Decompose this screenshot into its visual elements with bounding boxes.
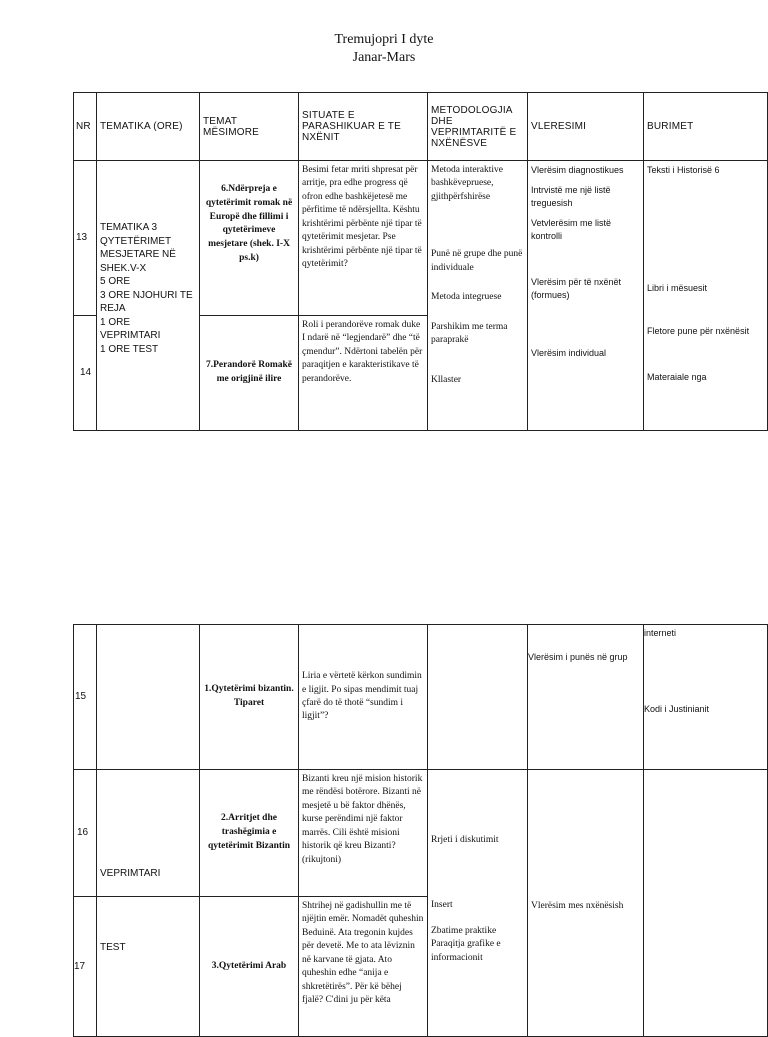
learning-situation: Roli i perandorëve romak duke I ndarë në “legjendarë” dhe “të çmendur”. Ndërtoni tabelën për paraqitjen e karakteristikave të perandorëve.	[299, 316, 428, 431]
row-number: 15	[74, 625, 97, 770]
assessment-item: Vetvlerësim me listë kontrolli	[531, 217, 612, 241]
learning-situation: Shtrihej në gadishullin me të njëjtin emër. Nomadët quheshin Beduinë. Ata tregonin kujdes për devetë. Me to ata lëviznin në karvane të gjata. Ato quheshin edhe “anija e shkretëtirës”. Për kë bëhej fjalë? C'dini ju për këta	[299, 897, 428, 1037]
burimet-cell	[644, 161, 768, 431]
method-item: Kllaster	[431, 374, 462, 385]
document-subtitle: Janar-Mars	[352, 50, 416, 65]
tematika-cell	[97, 161, 200, 431]
tematika-line: 1 ORE TEST	[100, 343, 159, 355]
header-nr: NR	[74, 93, 97, 161]
assessment-item: Vlerësim i punës në grup	[528, 652, 628, 662]
assessment-item: Intrvistë me një listë treguesish	[531, 184, 611, 208]
metodologjia-cell	[428, 770, 528, 1037]
assessment-item: Vlerësim diagnostikues	[531, 165, 624, 175]
lesson-topic: 1.Qytetërimi bizantin. Tiparet	[200, 625, 299, 770]
method-item: Zbatime praktike	[431, 925, 497, 936]
method-item: Paraqitja grafike e informacionit	[431, 939, 501, 963]
assessment-item: Vlerësim për të nxënët (formues)	[531, 276, 622, 300]
header-metodologjia: METODOLOGJIA DHE VEPRIMTARITË E NXËNËSVE	[428, 93, 528, 161]
assessment-item: Vlerësim mes nxënësish	[531, 901, 624, 911]
tematika-line: MESJETARE NË	[100, 249, 176, 260]
header-temat: TEMAT MËSIMORE	[200, 93, 299, 161]
lesson-topic: 2.Arritjet dhe trashëgimia e qytetërimit Bizantin	[200, 770, 299, 897]
resource-item: Kodi i Justinianit	[644, 703, 710, 714]
tematika-line: 5 ORE	[100, 276, 131, 287]
header-tematika: TEMATIKA (ORE)	[97, 93, 200, 161]
vleresimi-cell	[528, 625, 644, 770]
tematika-line: 1 ORE	[100, 316, 131, 328]
tematika-line: VEPRIMTARI	[100, 867, 161, 879]
metodologjia-cell	[428, 161, 528, 431]
tematika-line: SHEK.V-X	[100, 262, 147, 274]
row-number: 13	[74, 161, 97, 316]
tematika-line: TEMATIKA 3	[100, 222, 158, 233]
resource-item: Libri i mësuesit	[647, 282, 708, 293]
tematika-line: VEPRIMTARI	[100, 330, 161, 341]
plan-table-1	[73, 92, 768, 431]
method-item: Rrjeti i diskutimit	[431, 835, 499, 845]
method-item: Metoda interaktive bashkëvepruese, gjithpërfshirëse	[431, 165, 504, 202]
learning-situation: Liria e vërtetë kërkon sundimin e ligjit. Po sipas mendimit tuaj çfarë do të thotë “sundim i ligjit”?	[299, 625, 428, 770]
lesson-topic: 7.Perandorë Romakë me origjinë ilire	[200, 316, 299, 431]
lesson-topic: 6.Ndërpreja e qytetërimit romak në Europë dhe fillimi i qytetërimeve mesjetare (shek. I-X ps.k)	[200, 161, 299, 316]
header-vleresimi: VLERESIMI	[528, 93, 644, 161]
header-burimet: BURIMET	[644, 93, 768, 161]
tematika-cell	[97, 625, 200, 770]
row-number: 17	[74, 897, 97, 1037]
tematika-line: 3 ORE NJOHURI TE	[100, 289, 193, 301]
resource-item: Materaiale nga	[647, 371, 707, 382]
tematika-line: REJA	[100, 303, 126, 314]
table-row	[74, 625, 768, 770]
tematika-line: QYTETËRIMET	[100, 235, 172, 247]
tematika-cell	[97, 770, 200, 897]
header-situate: SITUATE E PARASHIKUAR E TE NXËNIT	[299, 93, 428, 161]
row-number: 16	[74, 770, 97, 897]
resource-item: Teksti i Historisë 6	[647, 165, 720, 175]
metodologjia-cell	[428, 625, 528, 770]
resource-item: interneti	[644, 628, 677, 638]
assessment-item: Vlerësim individual	[531, 347, 607, 358]
table-row	[74, 161, 768, 316]
burimet-cell	[644, 770, 768, 1037]
learning-situation: Bizanti kreu një mision historik me rëndësi botërore. Bizanti në mesjetë u bë faktor dhënës, kurse perëndimi një faktor marrës. Cili është misioni historik që kreu Bizanti? (rikujtoni)	[299, 770, 428, 897]
tematika-cell	[97, 897, 200, 1037]
method-item: Parshikim me terma paraprakë	[431, 321, 508, 346]
vleresimi-cell	[528, 770, 644, 1037]
method-item: Punë në grupe dhe punë individuale	[431, 249, 523, 273]
learning-situation: Besimi fetar mriti shpresat për arritje, pra edhe progress që ofron edhe bashkëjetesë me përfitime të ndërsjellta. Kështu krishtërimi përbënte një tipar të qytetërimit mesjetar. Pse krishtërimi përbënte një tipar të qytetërimit?	[299, 161, 428, 316]
method-item: Metoda integruese	[431, 292, 502, 303]
row-number: 14	[74, 316, 97, 431]
method-item: Insert	[431, 900, 453, 911]
lesson-topic: 3.Qytetërimi Arab	[200, 897, 299, 1037]
plan-table-2	[73, 624, 768, 1037]
document-title: Tremujopri I dyte	[334, 32, 434, 47]
table-row	[74, 770, 768, 897]
tematika-line: TEST	[100, 942, 126, 953]
vleresimi-cell	[528, 161, 644, 431]
resource-item: Fletore pune për nxënësit	[647, 326, 750, 336]
table-header-row	[74, 93, 768, 161]
burimet-cell	[644, 625, 768, 770]
